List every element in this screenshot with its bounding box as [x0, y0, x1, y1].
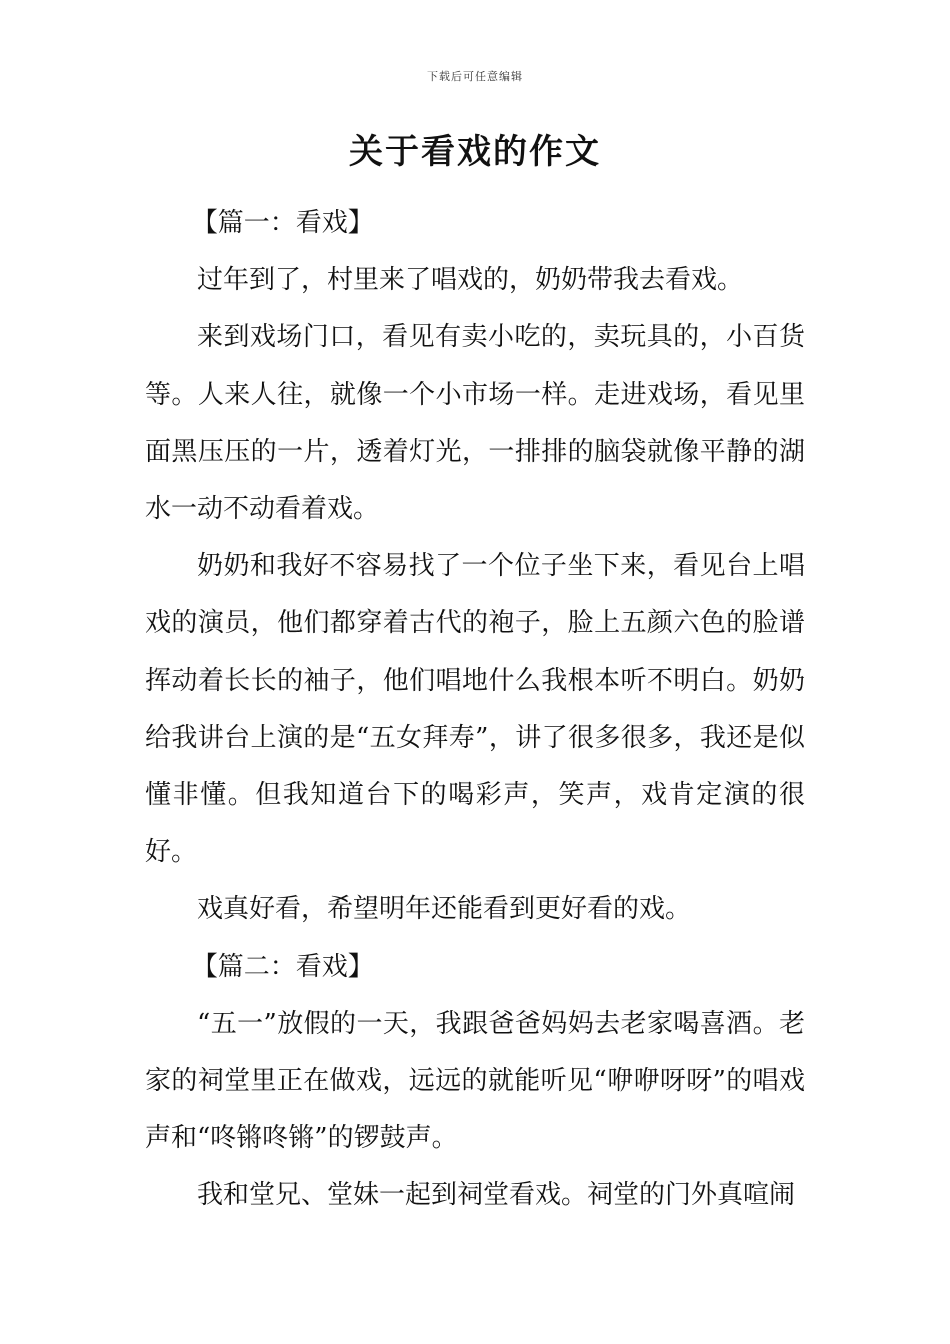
- paragraph: “五一”放假的一天，我跟爸爸妈妈去老家喝喜酒。老家的祠堂里正在做戏，远远的就能听见“咿咿呀呀”的唱戏声和“咚锵咚锵”的锣鼓声。: [145, 1008, 805, 1154]
- section-heading-2: 【篇二：看戏】: [191, 951, 374, 982]
- paragraph: 过年到了，村里来了唱戏的，奶奶带我去看戏。: [197, 265, 744, 296]
- paragraph: 戏真好看，希望明年还能看到更好看的戏。: [197, 894, 692, 925]
- section-heading-1: 【篇一：看戏】: [191, 208, 374, 238]
- document-title: 关于看戏的作文: [349, 132, 601, 172]
- paragraph: 奶奶和我好不容易找了一个位子坐下来，看见台上唱戏的演员，他们都穿着古代的袍子，脸上五颜六色的脸谱挥动着长长的袖子，他们唱地什么我根本听不明白。奶奶给我讲台上演的是“五女拜寿”，讲了很多很多，我还是似懂非懂。但我知道台下的喝彩声，笑声，戏肯定演的很好。: [145, 551, 805, 868]
- paragraph: 我和堂兄、堂妹一起到祠堂看戏。祠堂的门外真喧闹: [197, 1180, 796, 1211]
- document-body: [145, 195, 805, 1225]
- header-note: 下载后可任意编辑: [427, 70, 523, 83]
- paragraph: 来到戏场门口，看见有卖小吃的，卖玩具的，小百货等。人来人往，就像一个小市场一样。走进戏场，看见里面黑压压的一片，透着灯光，一排排的脑袋就像平静的湖水一动不动看着戏。: [145, 322, 805, 525]
